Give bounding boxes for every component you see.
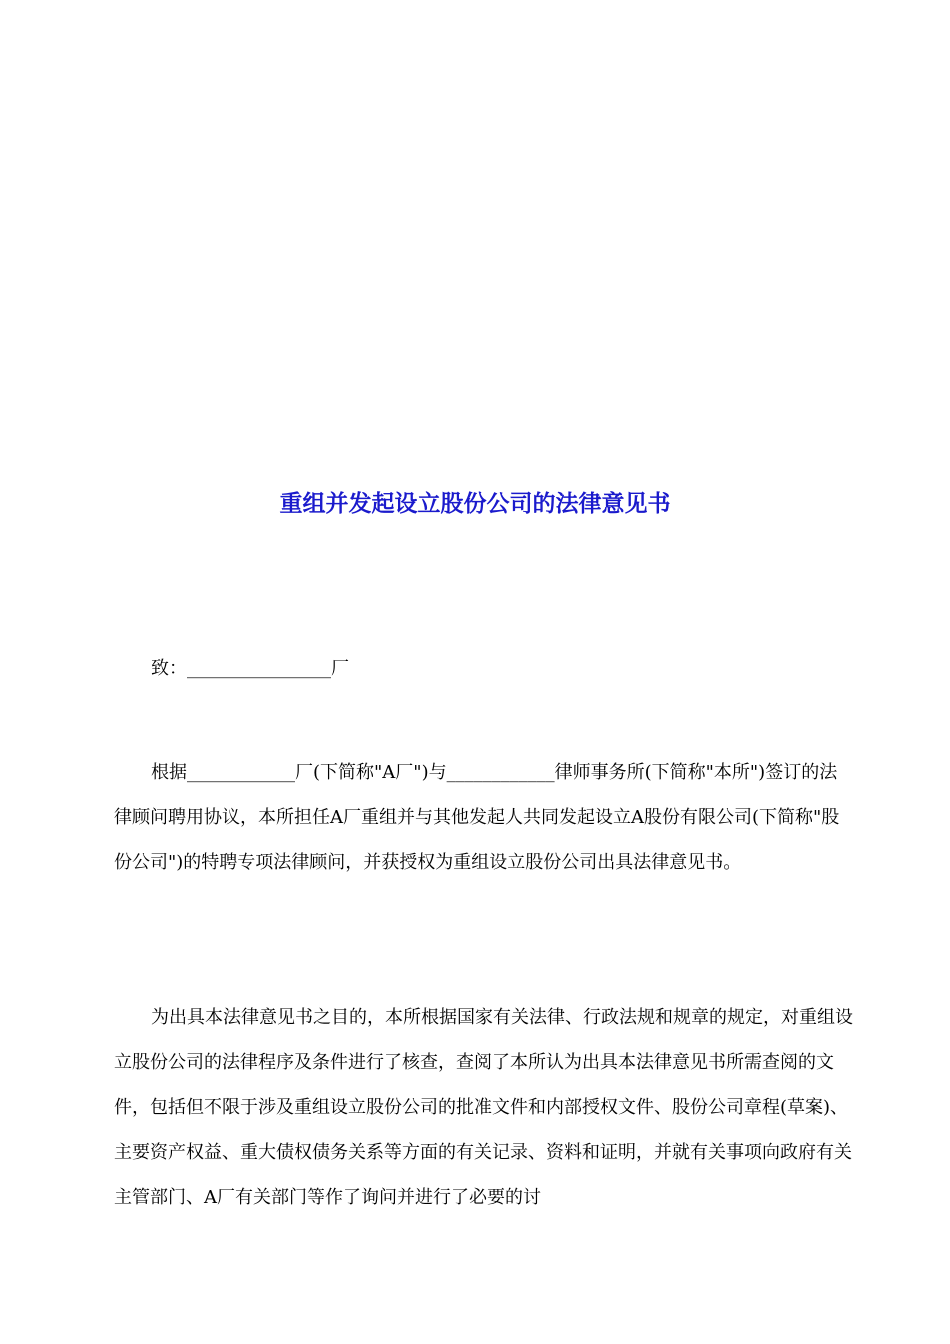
paragraph-engagement: 根据____________厂(下简称"A厂")与____________律师事务所(下简称"本所")签订的法律顾问聘用协议，本所担任A厂重组并与其他发起人共同发起设立A股份有限公司(下简称"股份公司")的特聘专项法律顾问，并获授权为重组设立股份公司出具法律意见书。 [114,762,840,873]
document-title: 重组并发起设立股份公司的法律意见书 [279,491,671,517]
paragraph-basis: 为出具本法律意见书之目的，本所根据国家有关法律、行政法规和规章的规定，对重组设立股份公司的法律程序及条件进行了核查，查阅了本所认为出具本法律意见书所需查阅的文件，包括但不限于涉及重组设立股份公司的批准文件和内部授权文件、股份公司章程(草案)、主要资产权益、重大债权债务关系等方面的有关记录、资料和证明，并就有关事项向政府有关主管部门、A厂有关部门等作了询问并进行了必要的讨 [114,1007,853,1208]
addressee-line: 致：________________厂 [151,658,349,679]
